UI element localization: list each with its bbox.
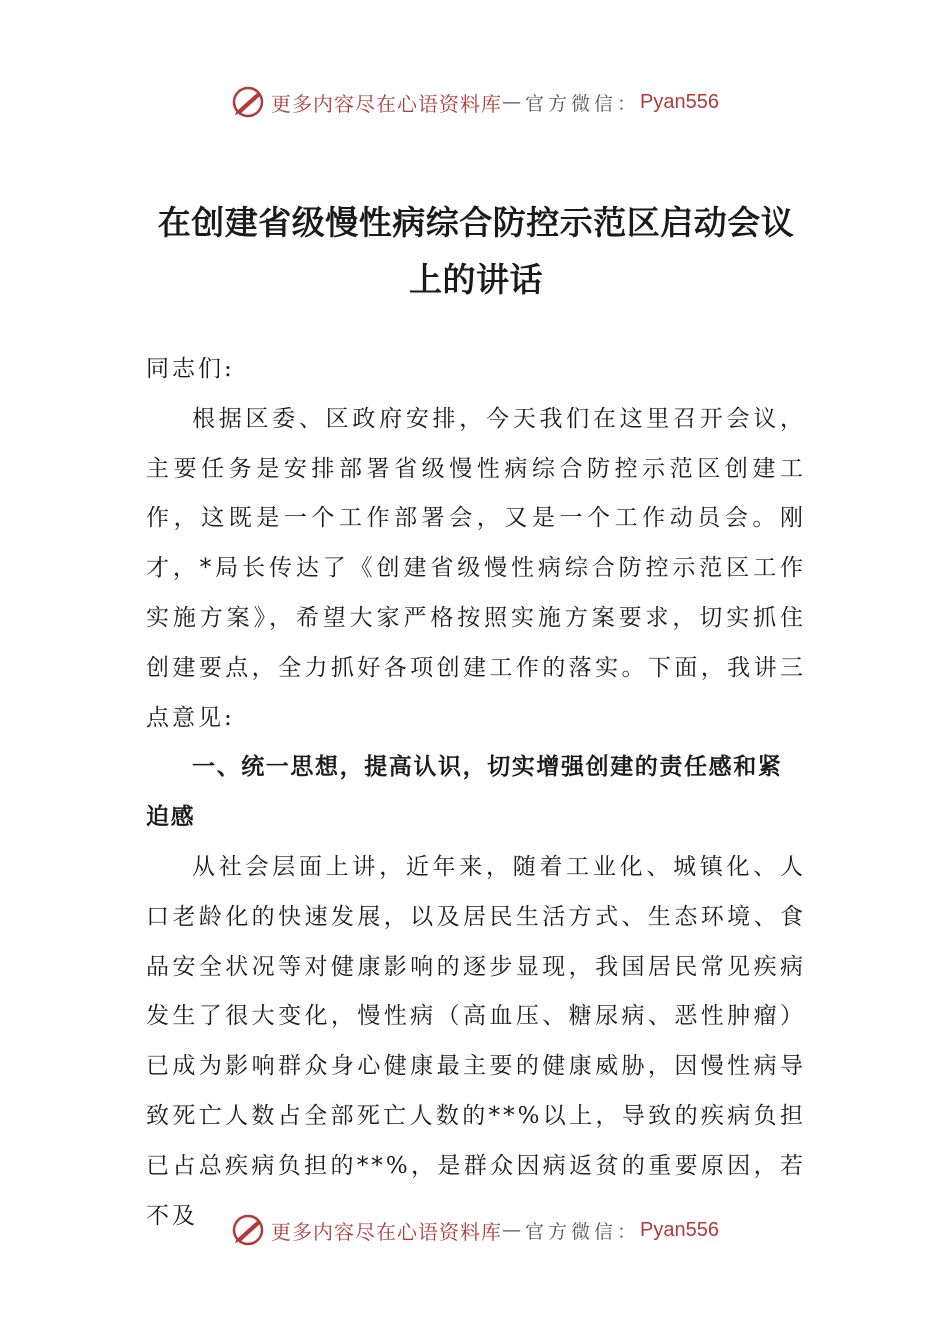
banner-slogan: 更多内容尽在心语资料库 bbox=[271, 1219, 502, 1244]
footer-banner bbox=[0, 1210, 950, 1250]
banner-dash: — bbox=[502, 1219, 525, 1241]
section-heading: 一、统一思想，提高认识，切实增强创建的责任感和紧迫感 bbox=[146, 754, 783, 831]
document-body bbox=[146, 345, 806, 1241]
pen-logo-icon bbox=[231, 85, 265, 119]
pen-logo-icon bbox=[231, 1213, 265, 1247]
paragraph: 从社会层面上讲，近年来，随着工业化、城镇化、人口老龄化的快速发展，以及居民生活方式、生态环境、食品安全状况等对健康影响的逐步显现，我国居民常见疾病发生了很大变化，慢性病（高血压、糖尿病、恶性肿瘤）已成为影响群众身心健康最主要的健康威胁，因慢性病导致死亡人数占全部死亡人数的**%以上，导致的疾病负担已占总疾病负担的**%，是群众因病返贫的重要原因，若不及 bbox=[146, 853, 806, 1229]
banner-slogan: 更多内容尽在心语资料库 bbox=[271, 91, 502, 116]
banner-wechat-id: Pyan556 bbox=[640, 90, 719, 113]
banner-dash: — bbox=[502, 91, 525, 113]
banner-official-label: 官方微信： bbox=[525, 1220, 641, 1243]
banner-wechat-id: Pyan556 bbox=[640, 1218, 719, 1241]
banner-official-label: 官方微信： bbox=[525, 92, 641, 115]
header-banner bbox=[0, 82, 950, 122]
salutation: 同志们: bbox=[146, 356, 235, 382]
paragraph: 根据区委、区政府安排，今天我们在这里召开会议，主要任务是安排部署省级慢性病综合防控示范区创建工作，这既是一个工作部署会，又是一个工作动员会。刚才，*局长传达了《创建省级慢性病综合防控示范区工作实施方案》，希望大家严格按照实施方案要求，切实抓住创建要点，全力抓好各项创建工作的落实。下面，我讲三点意见: bbox=[146, 405, 806, 731]
document-title: 在创建省级慢性病综合防控示范区启动会议上的讲话 bbox=[157, 203, 795, 299]
